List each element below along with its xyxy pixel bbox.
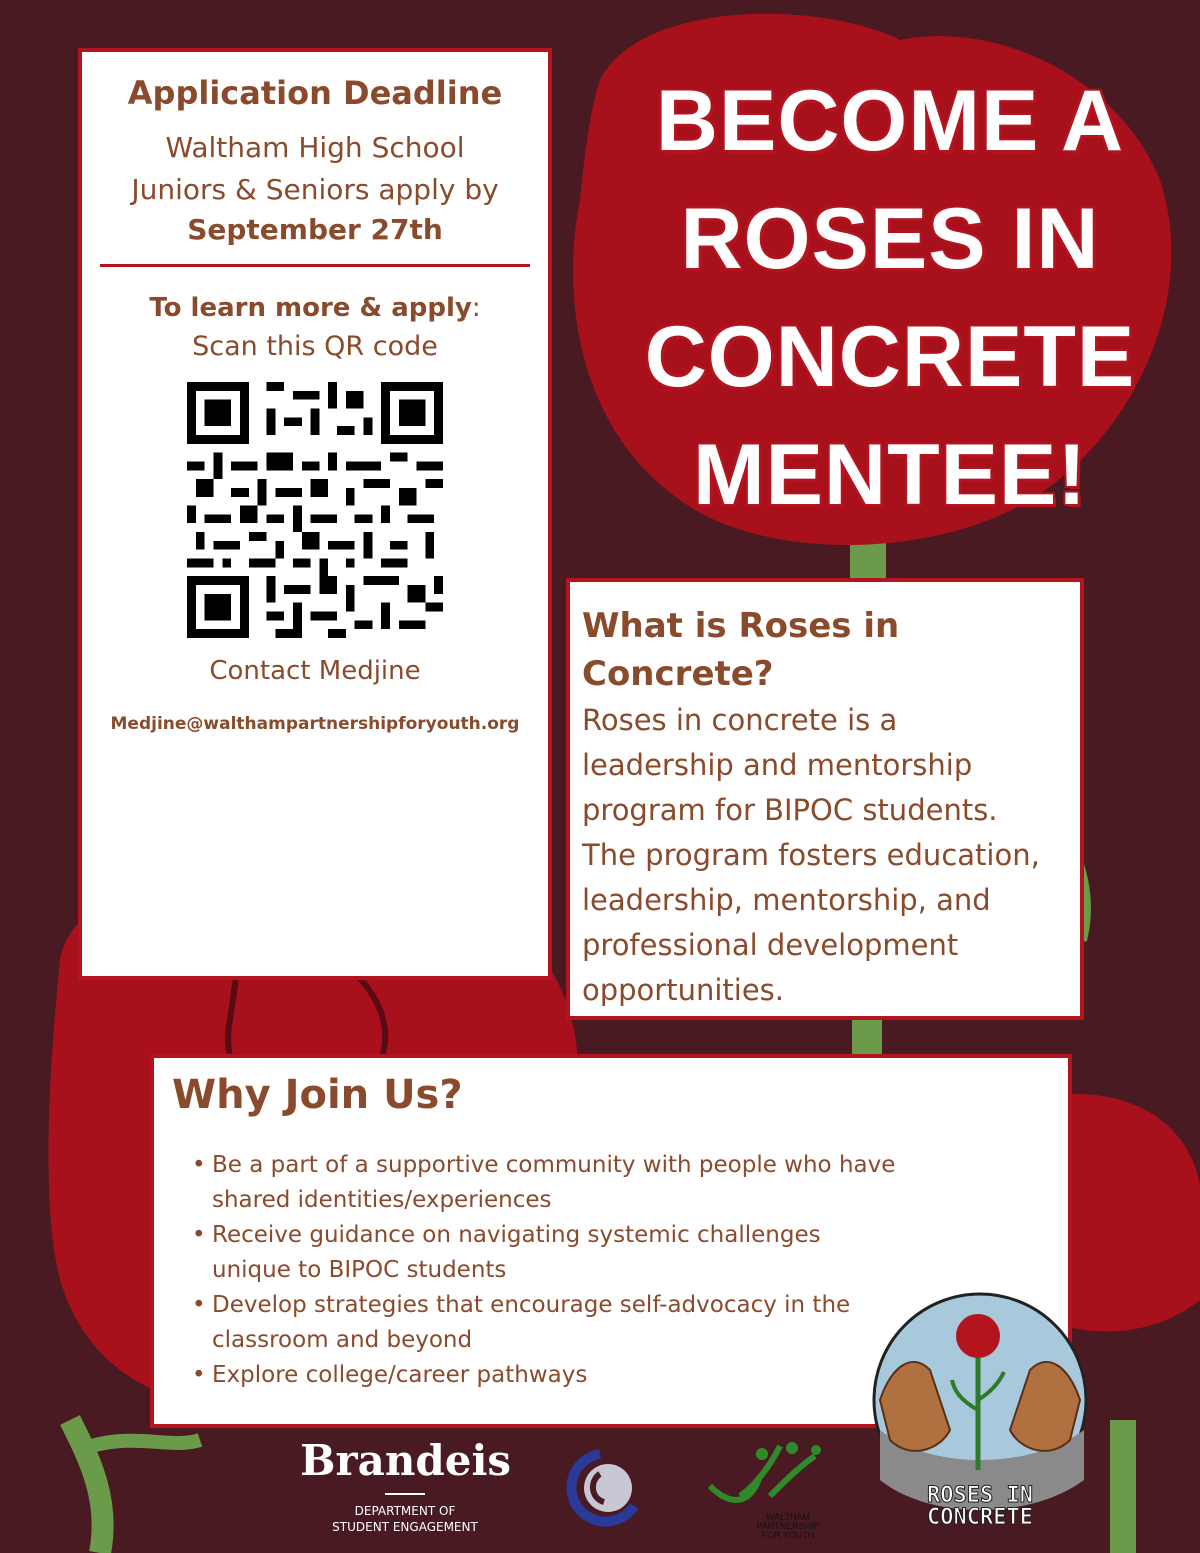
learn-more-colon: : [471,293,481,323]
learn-more-bold: To learn more & apply [149,293,472,323]
international-center-logo [560,1446,644,1540]
title-line2: ROSES IN [680,191,1100,287]
what-is-body [582,698,1068,1013]
brandeis-divider [385,1493,425,1495]
what-is-body-line: Roses in concrete is a [582,703,898,737]
why-join-heading: Why Join Us? [172,1072,463,1118]
waltham-partnership-for-youth-logo [700,1436,830,1540]
brandeis-dept-line2: STUDENT ENGAGEMENT [332,1520,478,1534]
wpy-line2: PARTNERSHIP [756,1521,820,1531]
brandeis-name: Brandeis [300,1436,512,1485]
list-item: • Explore college/career pathways [192,1358,902,1393]
what-is-body-line: program for BIPOC students. [582,793,998,827]
title-line3: CONCRETE [644,309,1136,405]
roses-in-concrete-logo [870,1280,1100,1530]
deadline-heading: Application Deadline [127,74,503,112]
deadline-date: September 27th [187,213,443,246]
list-item: • Receive guidance on navigating systemic challenges unique to BIPOC students [192,1218,902,1288]
what-is-body-line: opportunities. [582,973,785,1007]
page-title [600,62,1180,534]
deadline-line1: Waltham High School [165,131,465,164]
what-is-body-line: leadership and mentorship [582,748,973,782]
ric-line2: CONCRETE [927,1505,1033,1530]
wpy-line1: WALTHAM [766,1512,810,1522]
contact-label: Contact Medjine [209,656,421,686]
scan-instruction: Scan this QR code [192,331,438,362]
what-is-body-line: The program fosters education, [582,838,1040,872]
deadline-line2: Juniors & Seniors apply by [131,173,499,206]
qr-code[interactable] [187,382,443,638]
list-item: • Develop strategies that encourage self-advocacy in the classroom and beyond [192,1288,902,1358]
ric-line1: ROSES IN [927,1483,1033,1508]
title-line1: BECOME A [655,73,1125,169]
divider [100,264,530,267]
wpy-line3: FOR YOUTH [761,1530,815,1540]
deadline-eligibility [82,126,548,210]
what-is-heading [582,602,1068,698]
title-line4: MENTEE! [693,427,1087,523]
list-item: • Be a part of a supportive community with people who have shared identities/experiences [192,1148,902,1218]
what-is-card [566,578,1084,1020]
deadline-card [78,48,552,980]
contact-email-link[interactable]: Medjine@walthampartnershipforyouth.org [110,714,520,734]
brandeis-logo [300,1436,510,1535]
learn-more-label [82,293,548,323]
what-is-body-line: leadership, mentorship, and [582,883,991,917]
brandeis-dept-line1: DEPARTMENT OF [354,1504,456,1518]
what-is-heading-line2: Concrete? [582,654,774,694]
what-is-body-line: professional development [582,928,959,962]
what-is-heading-line1: What is Roses in [582,606,900,646]
